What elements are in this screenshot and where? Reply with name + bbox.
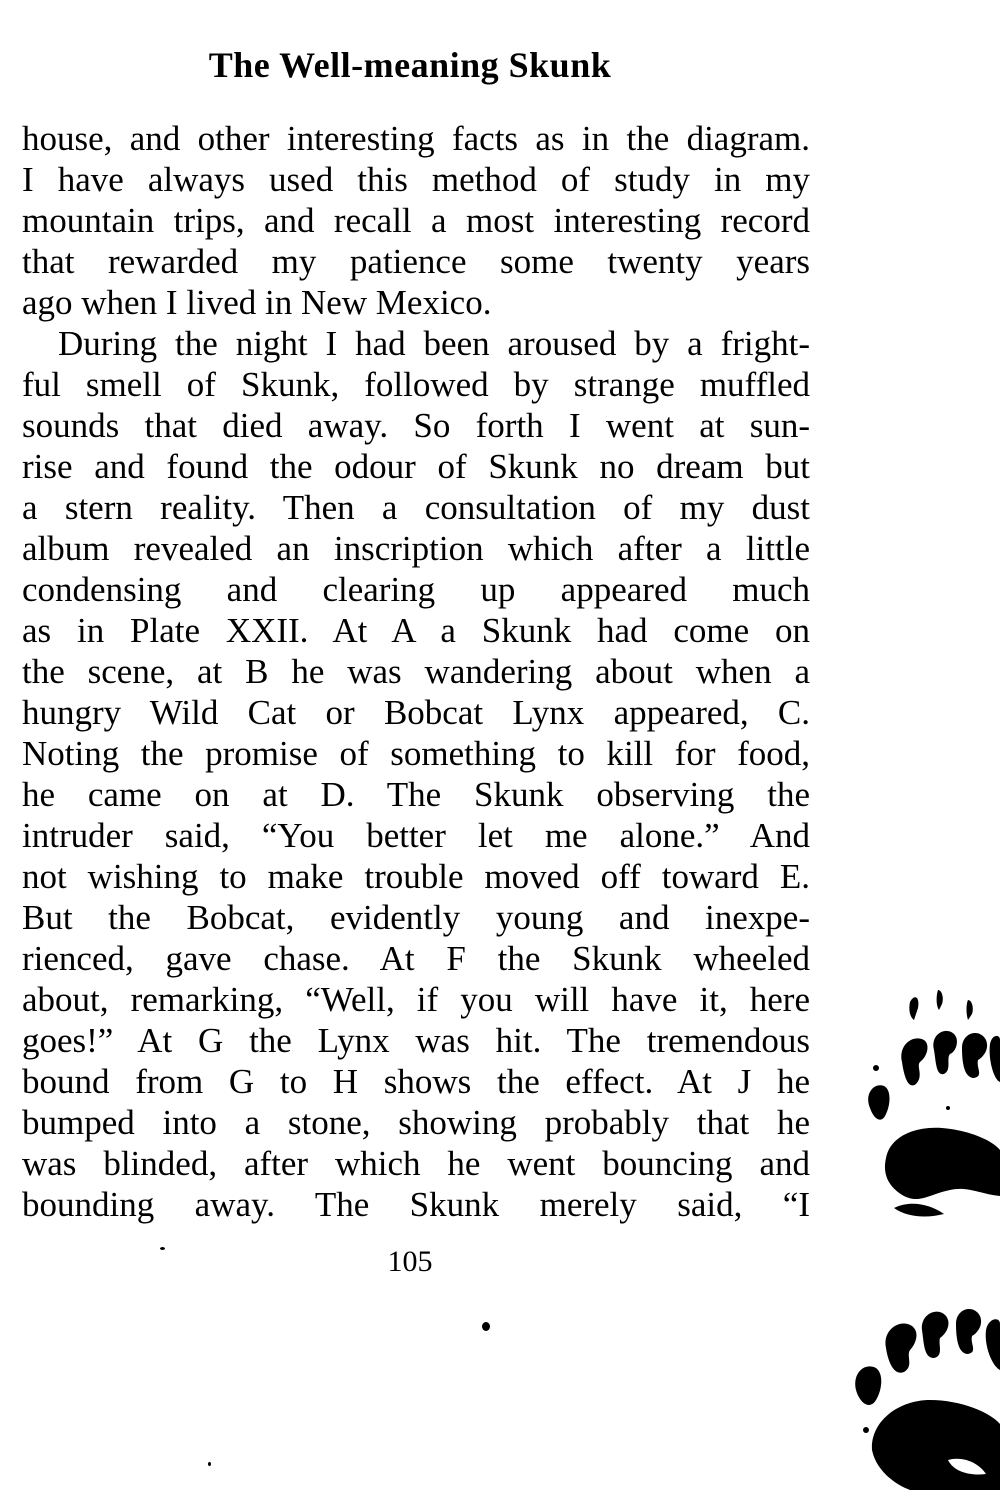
text-line: the scene, at B he was wandering about when a (22, 652, 810, 691)
paw-print-icon (850, 1300, 1000, 1490)
text-line: bounding away. The Skunk merely said, “I (22, 1185, 810, 1224)
text-line: was blinded, after which he went bouncing and (22, 1144, 810, 1183)
text-line: hungry Wild Cat or Bobcat Lynx appeared, C. (22, 693, 810, 732)
text-line: a stern reality. Then a consultation of my dust (22, 488, 810, 527)
text-line: sounds that died away. So forth I went at sun- (22, 406, 810, 445)
text-line: Noting the promise of something to kill for food, (22, 734, 810, 773)
text-line: he came on at D. The Skunk observing the (22, 775, 810, 814)
body-text (22, 118, 810, 1225)
ink-speck (208, 1462, 211, 1466)
text-line: that rewarded my patience some twenty years (22, 242, 810, 281)
text-line: But the Bobcat, evidently young and inexpe- (22, 898, 810, 937)
text-line: about, remarking, “Well, if you will have it, here (22, 980, 810, 1019)
text-line: I have always used this method of study in my (22, 160, 810, 199)
text-line: not wishing to make trouble moved off toward E. (22, 857, 810, 896)
text-line: bound from G to H shows the effect. At J he (22, 1062, 810, 1101)
ink-speck (160, 1247, 165, 1250)
paw-print-icon (850, 990, 1000, 1230)
text-line: as in Plate XXII. At A a Skunk had come on (22, 611, 810, 650)
ink-speck (482, 1322, 490, 1331)
text-line: bumped into a stone, showing probably that he (22, 1103, 810, 1142)
text-line: ago when I lived in New Mexico. (22, 283, 492, 322)
text-line: goes!” At G the Lynx was hit. The tremendous (22, 1021, 810, 1060)
text-line: intruder said, “You better let me alone.” And (22, 816, 810, 855)
text-line: ful smell of Skunk, followed by strange muffled (22, 365, 810, 404)
text-line: house, and other interesting facts as in the diagram. (22, 119, 810, 158)
running-head-title: The Well-meaning Skunk (208, 45, 612, 85)
page-number: 105 (387, 1245, 433, 1278)
text-line: rienced, gave chase. At F the Skunk wheeled (22, 939, 810, 978)
text-line: album revealed an inscription which after a little (22, 529, 810, 568)
text-line: condensing and clearing up appeared much (22, 570, 810, 609)
text-line-paragraph-start: During the night I had been aroused by a fright- (58, 324, 810, 363)
text-line: mountain trips, and recall a most interesting record (22, 201, 810, 240)
text-line: rise and found the odour of Skunk no dream but (22, 447, 810, 486)
